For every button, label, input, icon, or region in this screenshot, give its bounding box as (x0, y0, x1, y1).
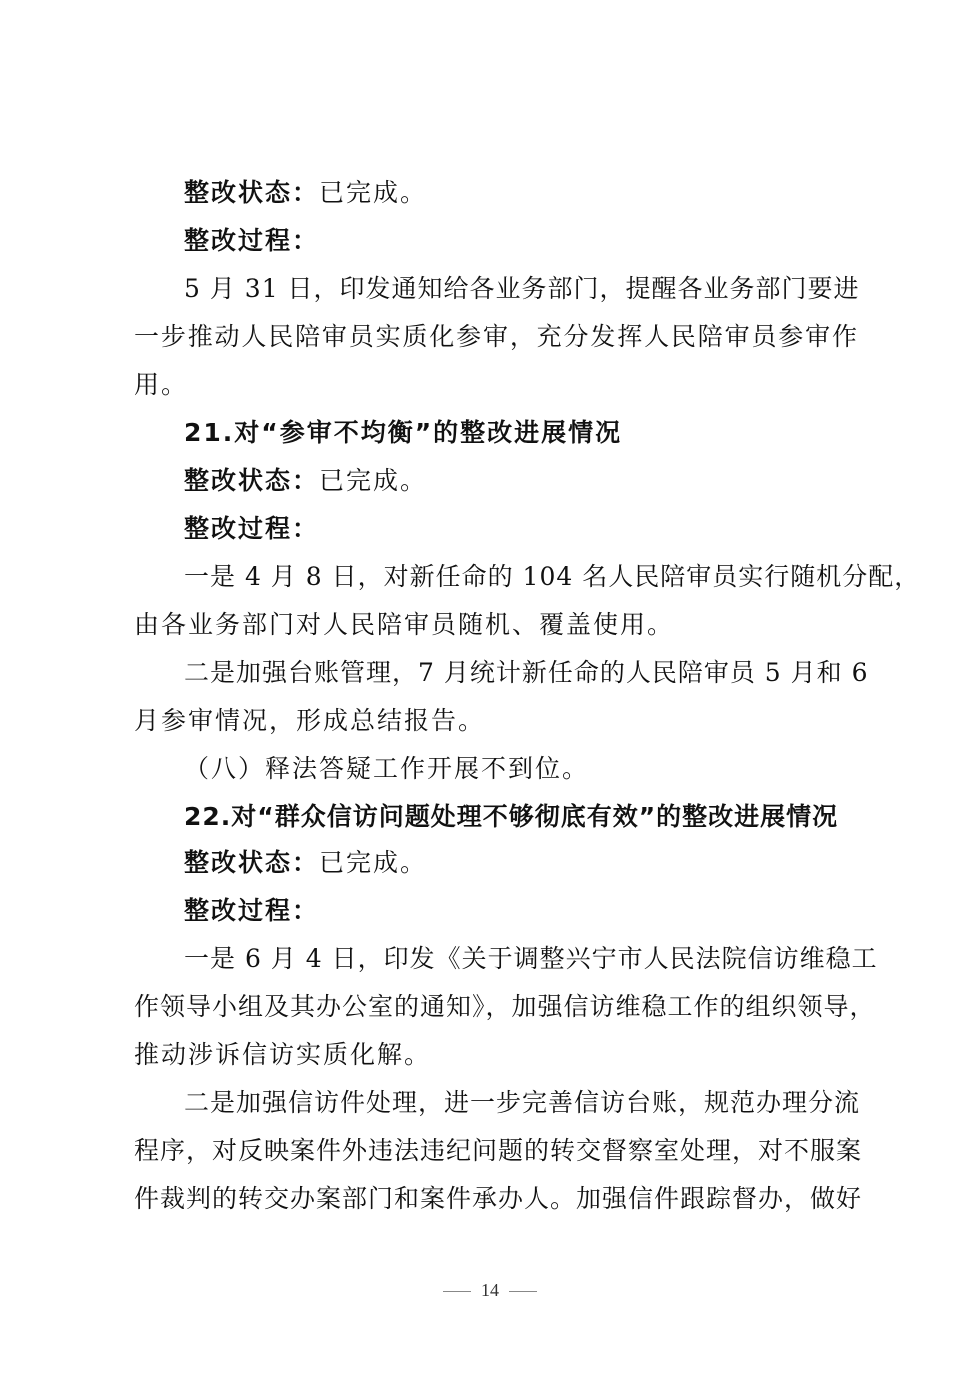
paragraph-line: 一是 6 月 4 日，印发《关于调整兴宁市人民法院信访维稳工 (184, 944, 878, 973)
status-value: 已完成。 (319, 178, 428, 207)
page-footer (0, 1280, 980, 1301)
status-value: 已完成。 (319, 848, 428, 877)
paragraph-line: 5 月 31 日，印发通知给各业务部门，提醒各业务部门要进 (184, 274, 860, 303)
page-number: 14 (481, 1280, 499, 1300)
status-label: 整改状态： (184, 848, 320, 877)
paragraph-line: 用。 (134, 370, 189, 399)
paragraph-line: 二是加强信访件处理，进一步完善信访台账，规范办理分流 (184, 1088, 861, 1117)
paragraph-line: 推动涉诉信访实质化解。 (134, 1040, 432, 1069)
paragraph-line: 一是 4 月 8 日，对新任命的 104 名人民陪审员实行随机分配， (184, 562, 921, 591)
process-heading: 整改过程： (184, 226, 320, 255)
paragraph-line: 件裁判的转交办案部门和案件承办人。加强信件跟踪督办，做好 (134, 1184, 863, 1213)
status-line (184, 464, 858, 498)
paragraph-line: 作领导小组及其办公室的通知》，加强信访维稳工作的组织领导， (134, 992, 876, 1021)
subsection-heading: （八）释法答疑工作开展不到位。 (184, 754, 590, 783)
paragraph-line: 由各业务部门对人民陪审员随机、覆盖使用。 (134, 610, 675, 639)
footer-dash-left (443, 1291, 471, 1292)
paragraph-line: 二是加强台账管理，7 月统计新任命的人民陪审员 5 月和 6 (184, 658, 869, 687)
process-heading: 整改过程： (184, 896, 320, 925)
status-label: 整改状态： (184, 466, 320, 495)
status-line (184, 176, 858, 210)
status-label: 整改状态： (184, 178, 320, 207)
section-heading: 22.对“群众信访问题处理不够彻底有效”的整改进展情况 (184, 802, 839, 831)
status-value: 已完成。 (319, 466, 428, 495)
paragraph-line: 一步推动人民陪审员实质化参审，充分发挥人民陪审员参审作 (134, 322, 858, 351)
paragraph-line: 月参审情况，形成总结报告。 (134, 706, 486, 735)
footer-dash-right (509, 1291, 537, 1292)
paragraph-line: 程序，对反映案件外违法违纪问题的转交督察室处理，对不服案 (134, 1136, 863, 1165)
status-line (184, 846, 858, 880)
section-heading: 21.对“参审不均衡”的整改进展情况 (184, 418, 623, 447)
process-heading: 整改过程： (184, 514, 320, 543)
